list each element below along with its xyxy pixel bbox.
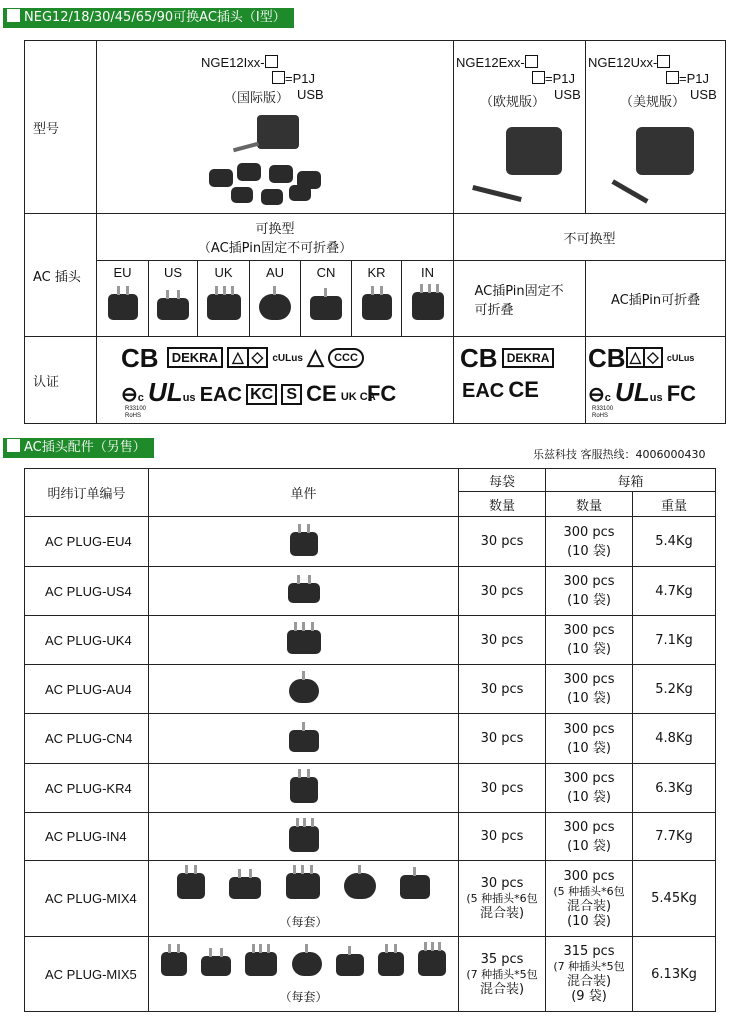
box-qty-bags: (10 袋) (567, 543, 611, 559)
order-code: AC PLUG-IN4 (25, 813, 149, 861)
plug-photo (209, 169, 233, 187)
cert-label: 认证 (25, 337, 97, 424)
box-qty (546, 517, 633, 567)
cert-code-text: R33100 (592, 406, 614, 412)
plug-type-us (149, 261, 198, 337)
model-us-cell (586, 41, 726, 214)
box-weight: 6.3Kg (633, 764, 716, 813)
globe-mark-icon: ⊖ (121, 384, 138, 406)
box-qty (546, 937, 633, 1012)
box-qty-value: 300 pcs (563, 672, 615, 687)
cn-plug-icon (400, 875, 430, 899)
bag-qty-note: (5 种插头*6包 (466, 892, 538, 905)
unit-image-set (149, 861, 459, 937)
table-row (25, 764, 716, 813)
unit-image (149, 764, 459, 813)
box-qty-value: 300 pcs (563, 574, 615, 589)
rohs-text: RoHS (125, 413, 142, 419)
table-row (25, 517, 716, 567)
box-qty-note2: 混合装) (566, 974, 612, 989)
ul-mark: UL (148, 377, 183, 407)
ce-mark: CE (508, 377, 539, 402)
checkbox-icon (532, 71, 545, 84)
eu-region: （欧规版） (480, 95, 546, 110)
plug-photo (269, 165, 293, 183)
header-per-box: 每箱 (546, 469, 716, 492)
unit-image (149, 665, 459, 714)
cert-eu-cell (454, 337, 586, 424)
box-weight: 4.8Kg (633, 714, 716, 764)
diamond-mark-icon: ◇ (645, 347, 663, 368)
eu-plug-icon (177, 873, 205, 899)
order-code: AC PLUG-EU4 (25, 517, 149, 567)
cert-us-cell (586, 337, 726, 424)
cert-code-text: R33100 (125, 406, 147, 412)
eu-plug-icon (290, 532, 318, 556)
us-plug-icon (229, 877, 261, 899)
bag-qty (459, 937, 546, 1012)
checkbox-icon (265, 55, 278, 68)
plug-type-in (402, 261, 454, 337)
bag-qty: 30 pcs (459, 665, 546, 714)
box-weight: 5.45Kg (633, 861, 716, 937)
section2-title: AC插头配件（另售） (24, 440, 146, 455)
intl-suffix: =P1J (285, 71, 315, 86)
intl-usb: USB (297, 87, 324, 102)
au-plug-icon (259, 294, 291, 320)
uk-plug-icon (286, 873, 320, 899)
unit-image-set (149, 937, 459, 1012)
adapter-photo (506, 127, 562, 175)
checkbox-icon (657, 55, 670, 68)
header-bag-qty: 数量 (459, 492, 546, 517)
header-box-weight: 重量 (633, 492, 716, 517)
bag-qty: 30 pcs (459, 517, 546, 567)
kr-plug-icon (362, 294, 392, 320)
box-qty-value: 300 pcs (563, 721, 615, 737)
unit-image (149, 567, 459, 616)
plug-type-label: UK (214, 265, 233, 280)
rohs-text: RoHS (592, 413, 609, 419)
plug-type-label: KR (367, 265, 386, 280)
us-model-code: NGE12Uxx- (588, 55, 658, 70)
box-qty-value: 300 pcs (563, 524, 615, 540)
us-usb: USB (690, 87, 717, 102)
adapter-photo (257, 115, 299, 149)
ukca-mark: UK CA (340, 391, 376, 403)
table-row (25, 813, 716, 861)
box-qty-bags: (10 袋) (567, 740, 611, 756)
section1-title: NEG12/18/30/45/65/90可换AC插头（I型） (24, 10, 286, 25)
header-per-bag: 每袋 (459, 469, 546, 492)
bag-qty-note2: 混合装) (479, 906, 525, 921)
fcc-mark: FC (666, 381, 697, 406)
set-label: （每套） (279, 989, 328, 1004)
in-plug-icon (412, 292, 444, 320)
culus-mark: cULus (272, 353, 303, 364)
eu-plug-icon (161, 952, 187, 976)
triangle-mark-icon: △ (626, 347, 646, 368)
box-qty-bags: (10 袋) (567, 838, 611, 854)
bag-qty: 30 pcs (459, 813, 546, 861)
bag-qty-value: 30 pcs (480, 876, 524, 891)
plug-type-label: AU (265, 265, 285, 280)
header-order-code: 明纬订单编号 (25, 469, 149, 517)
box-qty-bags: (10 袋) (567, 790, 611, 805)
eu-plug-note (454, 261, 586, 337)
order-code: AC PLUG-US4 (25, 567, 149, 616)
ul-c-mark: c (604, 392, 611, 404)
ce-mark: CE (306, 381, 337, 406)
bag-qty-value: 35 pcs (480, 951, 524, 967)
us-plug-icon (157, 298, 189, 320)
au-plug-icon (292, 952, 322, 976)
in-plug-icon (289, 826, 319, 852)
plug-type-cn (301, 261, 352, 337)
us-plug-icon (288, 583, 320, 603)
ul-us-mark: us (649, 392, 663, 404)
eu-plug-note-text: AC插Pin固定不可折叠 (474, 283, 564, 318)
plug-type-uk (198, 261, 250, 337)
dekra-mark: DEKRA (502, 348, 555, 368)
au-plug-icon (344, 873, 376, 899)
fixed-header: 不可换型 (454, 214, 726, 261)
plug-photo (231, 187, 253, 203)
order-code: AC PLUG-KR4 (25, 764, 149, 813)
bag-qty: 30 pcs (459, 714, 546, 764)
box-qty-bags: (10 袋) (567, 593, 611, 608)
box-qty-bags: (10 袋) (567, 913, 611, 929)
intl-region: （国际版） (224, 91, 290, 106)
box-qty (546, 861, 633, 937)
box-qty-value: 300 pcs (563, 623, 615, 638)
box-qty-value: 300 pcs (563, 868, 615, 884)
cn-plug-icon (289, 730, 319, 752)
ccc-mark: CCC (328, 348, 364, 368)
box-weight: 7.1Kg (633, 616, 716, 665)
box-weight: 4.7Kg (633, 567, 716, 616)
plug-type-label: CN (316, 265, 336, 280)
cable-icon (611, 179, 648, 203)
square-icon (7, 439, 20, 452)
box-qty (546, 813, 633, 861)
kr-plug-icon (290, 777, 318, 803)
order-code: AC PLUG-MIX5 (25, 937, 149, 1012)
header-unit: 单件 (149, 469, 459, 517)
order-code: AC PLUG-AU4 (25, 665, 149, 714)
ac-plug-header-row (25, 214, 726, 261)
model-intl-cell (97, 41, 454, 214)
plug-photo (261, 189, 283, 205)
interchangeable-title: 可换型 (255, 222, 295, 237)
eu-plug-icon (108, 294, 138, 320)
box-qty (546, 764, 633, 813)
eac-mark: EAC (462, 380, 505, 402)
checkbox-icon (272, 71, 285, 84)
interchangeable-header (97, 214, 454, 261)
table-row (25, 861, 716, 937)
intl-model-code: NGE12Ixx- (201, 55, 265, 70)
diamond-mark-icon: ◇ (249, 347, 269, 368)
ul-mark: UL (615, 377, 650, 407)
bag-qty-note2: 混合装) (479, 981, 525, 997)
box-qty-note: (7 种插头*5包 (553, 960, 625, 973)
model-eu-cell (454, 41, 586, 214)
kc-mark: KC (246, 384, 277, 405)
order-code: AC PLUG-UK4 (25, 616, 149, 665)
table-row (25, 665, 716, 714)
box-weight: 5.2Kg (633, 665, 716, 714)
square-icon (7, 9, 20, 22)
box-qty-note2: 混合装) (566, 898, 612, 914)
cb-mark: CB (121, 343, 159, 373)
hotline-text: 乐兹科技 客服热线：4006000430 (533, 448, 706, 461)
box-qty-value: 300 pcs (563, 771, 615, 786)
model-row (25, 41, 726, 214)
table-row (25, 714, 716, 764)
ac-plug-label: AC 插头 (25, 214, 97, 337)
box-qty-note: (5 种插头*6包 (553, 884, 625, 898)
checkbox-icon (666, 71, 679, 84)
uk-plug-icon (245, 952, 277, 976)
cable-icon (472, 185, 522, 202)
cn-plug-icon (336, 954, 364, 976)
unit-image (149, 813, 459, 861)
plug-type-eu (97, 261, 149, 337)
us-plug-icon (201, 956, 231, 976)
fcc-mark: FC (366, 381, 397, 406)
order-code: AC PLUG-MIX4 (25, 861, 149, 937)
bag-qty-note: (7 种插头*5包 (466, 967, 538, 981)
plug-type-label: IN (421, 265, 434, 280)
eu-model-code: NGE12Exx- (456, 55, 525, 70)
box-weight: 5.4Kg (633, 517, 716, 567)
bag-qty: 30 pcs (459, 567, 546, 616)
box-qty-bags: (9 袋) (571, 989, 607, 1004)
us-plug-note: AC插Pin可折叠 (586, 261, 726, 337)
model-label: 型号 (25, 41, 97, 214)
au-plug-icon (289, 679, 319, 703)
dekra-mark: DEKRA (167, 347, 223, 368)
culus-mark: cULus (666, 353, 695, 363)
plug-photo (289, 185, 311, 201)
nom-mark-icon: △ (307, 344, 324, 369)
adapter-photo (636, 127, 694, 175)
s-mark: S (281, 384, 302, 405)
interchangeable-note: （AC插Pin固定不可折叠） (197, 241, 353, 256)
ul-c-mark: c (137, 392, 144, 404)
box-qty-bags: (10 袋) (567, 642, 611, 657)
in-plug-icon (418, 950, 446, 976)
unit-image (149, 517, 459, 567)
cable-icon (233, 142, 259, 153)
acc-header-row1 (25, 469, 716, 492)
box-weight: 6.13Kg (633, 937, 716, 1012)
cb-mark: CB (460, 343, 498, 373)
box-qty-bags: (10 袋) (567, 691, 611, 706)
us-region: （美规版） (620, 95, 686, 110)
spec-table (24, 40, 726, 424)
us-suffix: =P1J (679, 71, 710, 86)
order-code: AC PLUG-CN4 (25, 714, 149, 764)
eu-usb: USB (554, 87, 581, 102)
kr-plug-icon (378, 952, 404, 976)
box-qty (546, 665, 633, 714)
bag-qty: 30 pcs (459, 616, 546, 665)
section1-header (3, 8, 294, 28)
uk-plug-icon (207, 294, 241, 320)
checkbox-icon (525, 55, 538, 68)
table-row (25, 937, 716, 1012)
set-label: （每套） (279, 915, 328, 929)
plug-type-kr (352, 261, 402, 337)
globe-mark-icon: ⊖ (588, 384, 605, 406)
cn-plug-icon (310, 296, 342, 320)
plug-photo (237, 163, 261, 181)
ac-plug-types-row (25, 261, 726, 337)
cert-intl-cell (97, 337, 454, 424)
plug-type-label: EU (113, 265, 132, 280)
box-qty (546, 567, 633, 616)
cert-row (25, 337, 726, 424)
unit-image (149, 714, 459, 764)
plug-type-au (250, 261, 301, 337)
table-row (25, 616, 716, 665)
ul-us-mark: us (182, 392, 196, 404)
uk-plug-icon (287, 630, 321, 654)
box-weight: 7.7Kg (633, 813, 716, 861)
box-qty-value: 315 pcs (563, 944, 615, 959)
table-row (25, 567, 716, 616)
header-box-qty: 数量 (546, 492, 633, 517)
box-qty-value: 300 pcs (563, 819, 615, 835)
plug-type-label: US (163, 265, 183, 280)
eu-suffix: =P1J (545, 71, 576, 86)
section2-header (3, 438, 154, 458)
box-qty (546, 616, 633, 665)
bag-qty (459, 861, 546, 937)
accessory-table (24, 468, 716, 1012)
cb-mark: CB (588, 343, 626, 373)
box-qty (546, 714, 633, 764)
unit-image (149, 616, 459, 665)
bag-qty: 30 pcs (459, 764, 546, 813)
eac-mark: EAC (199, 384, 242, 406)
triangle-mark-icon: △ (227, 347, 249, 368)
